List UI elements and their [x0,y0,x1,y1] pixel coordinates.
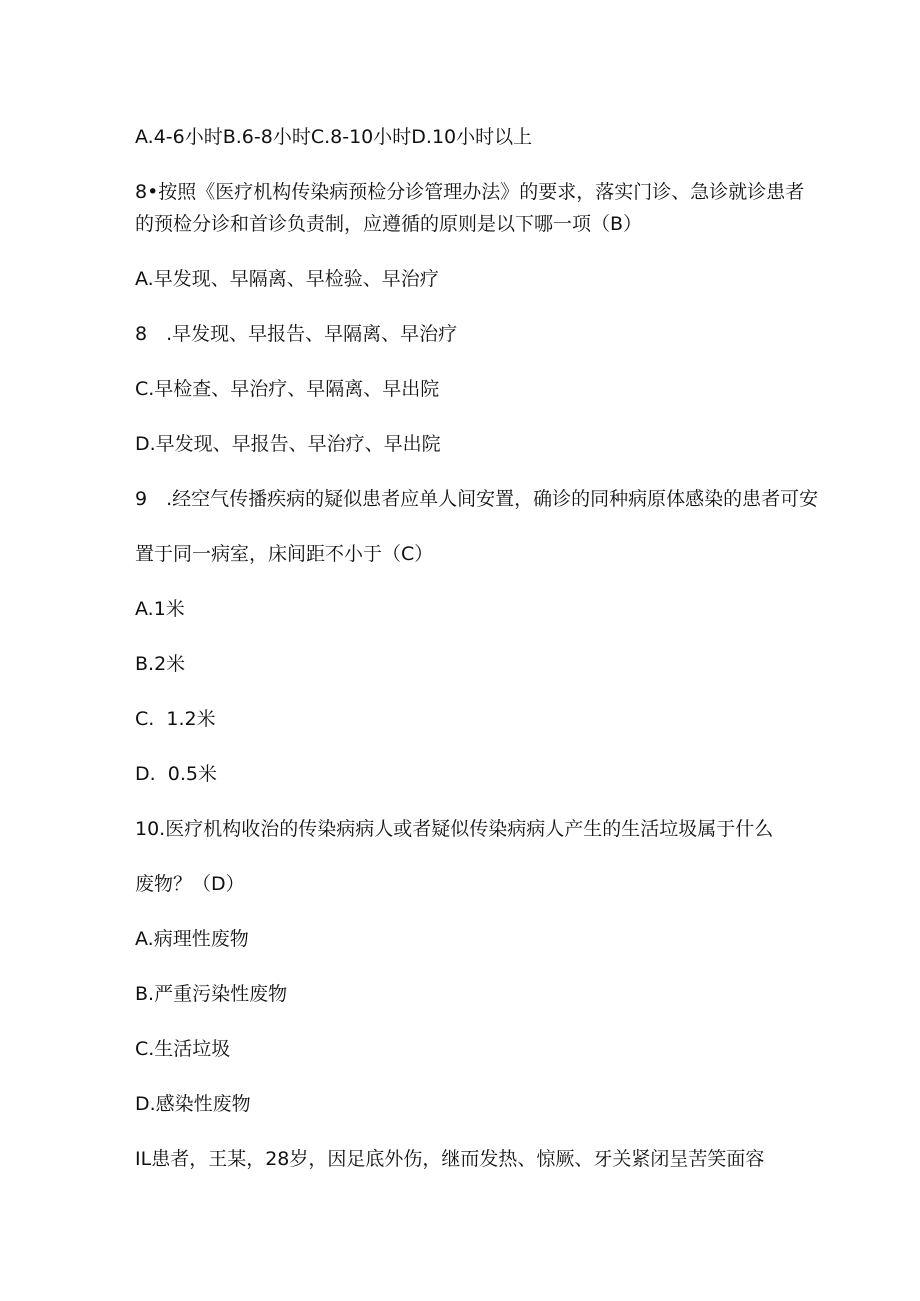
text-line-q10-stem-cont: 废物？（D） [135,873,245,895]
text-line-q8-option-c: C.早检查、早治疗、早隔离、早出院 [135,378,440,400]
text-line-q8-stem-cont: 的预检分诊和首诊负责制，应遵循的原则是以下哪一项（B） [135,213,643,235]
text-line-q10-option-b: B.严重污染性废物 [135,983,288,1005]
text-line-q9-option-d: D. 0.5米 [135,763,217,785]
text-line-q10-option-a: A.病理性废物 [135,928,249,950]
text-line-q11-stem: IL患者，王某，28岁，因足底外伤，继而发热、惊厥、牙关紧闭呈苦笑面容 [135,1148,765,1170]
text-line-q9-option-b: B.2米 [135,653,186,675]
text-line-q8-stem: 8•按照《医疗机构传染病预检分诊管理办法》的要求，落实门诊、急诊就诊患者 [135,181,805,203]
text-line-q10-option-d: D.感染性废物 [135,1093,251,1115]
text-line-q8-option-d: D.早发现、早报告、早治疗、早出院 [135,433,441,455]
text-line-q9-option-c: C. 1.2米 [135,708,216,730]
text-line-q10-stem: 10.医疗机构收治的传染病病人或者疑似传染病病人产生的生活垃圾属于什么 [135,818,774,840]
text-line-q9-stem-cont: 置于同一病室，床间距不小于（C） [135,543,434,565]
text-line-q10-option-c: C.生活垃圾 [135,1038,231,1060]
text-line-q9-stem: 9 .经空气传播疾病的疑似患者应单人间安置，确诊的同种病原体感染的患者可安 [135,488,819,510]
text-line-q8-option-b: 8 .早发现、早报告、早隔离、早治疗 [135,323,458,345]
text-line-q8-option-a: A.早发现、早隔离、早检验、早治疗 [135,268,439,290]
text-line-options-q7: A.4-6小时B.6-8小时C.8-10小时D.10小时以上 [135,126,533,148]
text-line-q9-option-a: A.1米 [135,598,185,620]
